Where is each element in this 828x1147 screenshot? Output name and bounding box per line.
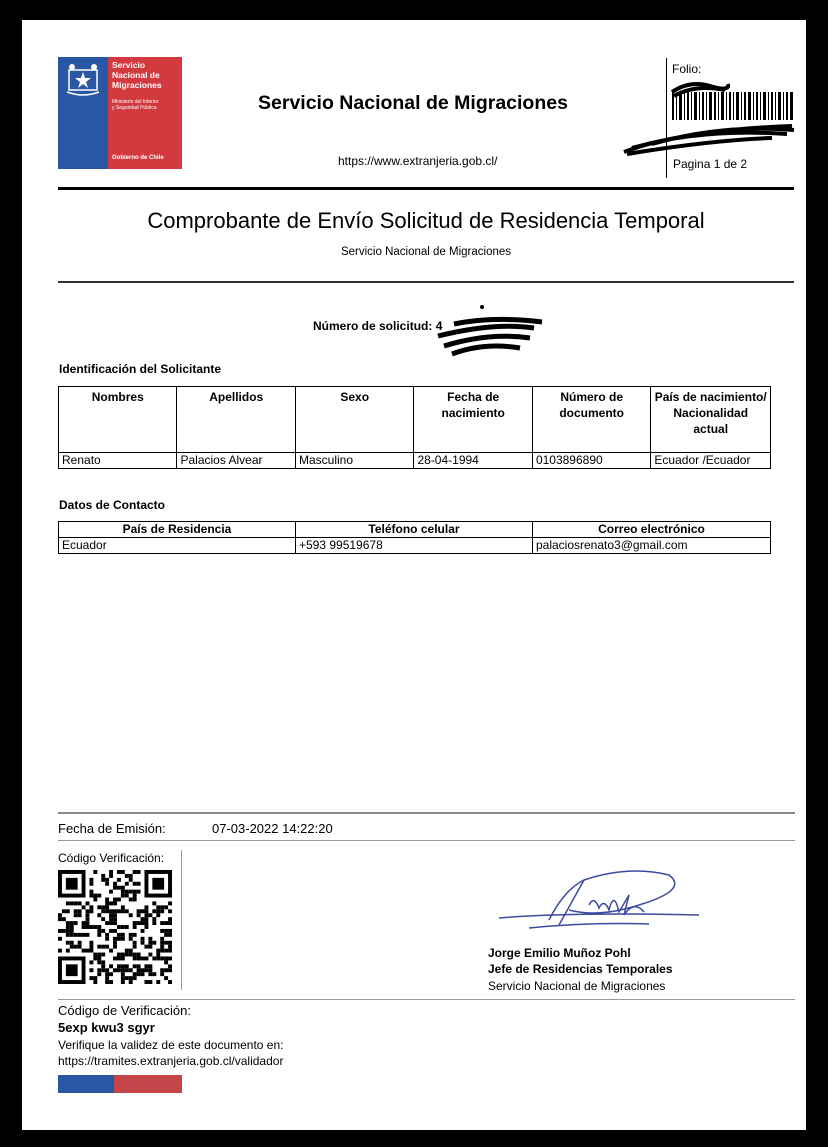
- cell-numero-documento: 0103896890: [532, 453, 650, 469]
- header-apellidos: Apellidos: [177, 387, 295, 453]
- identificacion-table: [58, 386, 771, 469]
- header-sexo: Sexo: [295, 387, 413, 453]
- header-pais-nacimiento: País de nacimiento/ Nacionalidad actual: [651, 387, 771, 453]
- table-header-row: [59, 522, 771, 538]
- cell-correo: palaciosrenato3@gmail.com: [532, 538, 770, 554]
- signer-name: Jorge Emilio Muñoz Pohl: [488, 946, 631, 960]
- footer-rule: [58, 812, 795, 814]
- header-nombres: Nombres: [59, 387, 177, 453]
- logo-blue-band: [58, 57, 108, 169]
- redaction-scribble-icon: [670, 78, 730, 98]
- signature-icon: [489, 860, 709, 940]
- verification-instruction: Verifique la validez de este documento en:: [58, 1038, 284, 1052]
- qr-code-icon: [58, 870, 172, 984]
- header-pais-residencia: País de Residencia: [59, 522, 296, 538]
- signer-org: Servicio Nacional de Migraciones: [488, 979, 666, 993]
- document-subtitle: Servicio Nacional de Migraciones: [340, 246, 512, 258]
- cell-apellidos: Palacios Alvear: [177, 453, 295, 469]
- header-telefono: Teléfono celular: [295, 522, 532, 538]
- cell-nombres: Renato: [59, 453, 177, 469]
- qr-code-label: Código Verificación:: [58, 851, 165, 865]
- header-fecha-nacimiento: Fecha de nacimiento: [414, 387, 532, 453]
- document-page: [22, 20, 806, 1130]
- chile-crest-icon: [63, 62, 103, 96]
- section-contacto-title: Datos de Contacto: [59, 498, 166, 512]
- table-header-row: [59, 387, 771, 453]
- verification-rule: [58, 999, 795, 1000]
- header-numero-documento: Número de documento: [532, 387, 650, 453]
- table-row: [59, 453, 771, 469]
- cell-sexo: Masculino: [295, 453, 413, 469]
- folio-label: Folio:: [672, 62, 702, 76]
- cell-pais-nacimiento: Ecuador /Ecuador: [651, 453, 771, 469]
- emision-rule: [58, 840, 795, 841]
- footer-flag-blue: [58, 1075, 114, 1093]
- solicitud-value: : 4: [428, 319, 443, 333]
- page-indicator: Pagina 1 de 2: [673, 157, 748, 171]
- fecha-emision-label: Fecha de Emisión:: [58, 821, 166, 836]
- redaction-scribble-icon: [434, 302, 546, 358]
- title-rule: [58, 281, 794, 283]
- gobierno-logo: [58, 57, 182, 169]
- logo-service-name: Servicio Nacional de Migraciones: [112, 60, 162, 90]
- verification-code-label: Código de Verificación:: [58, 1003, 191, 1018]
- verification-url[interactable]: https://tramites.extranjeria.gob.cl/validador: [58, 1054, 284, 1068]
- solicitud-label: Número de solicitud: [313, 319, 429, 333]
- section-identificacion-title: Identificación del Solicitante: [59, 362, 222, 376]
- cell-pais-residencia: Ecuador: [59, 538, 296, 554]
- table-row: [59, 538, 771, 554]
- verification-code: 5exp kwu3 sgyr: [58, 1020, 155, 1035]
- redaction-scribble-icon: [622, 120, 797, 156]
- cell-fecha-nacimiento: 28-04-1994: [414, 453, 532, 469]
- header-correo: Correo electrónico: [532, 522, 770, 538]
- header-title: Servicio Nacional de Migraciones: [258, 92, 568, 114]
- signer-role: Jefe de Residencias Temporales: [488, 962, 673, 976]
- header-rule: [58, 187, 794, 190]
- fecha-emision-value: 07-03-2022 14:22:20: [212, 821, 333, 836]
- contacto-table: [58, 521, 771, 554]
- cell-telefono: +593 99519678: [295, 538, 532, 554]
- logo-red-band: [108, 57, 182, 169]
- document-title: Comprobante de Envío Solicitud de Residencia Temporal: [147, 208, 705, 233]
- logo-gov: Gobierno de Chile: [112, 155, 164, 161]
- header-url: https://www.extranjeria.gob.cl/: [338, 154, 498, 168]
- logo-ministry: Ministerio del Interior y Seguridad Pública: [112, 99, 159, 111]
- qr-divider: [181, 850, 182, 990]
- solicitud-number: [313, 319, 442, 333]
- footer-flag-red: [114, 1075, 182, 1093]
